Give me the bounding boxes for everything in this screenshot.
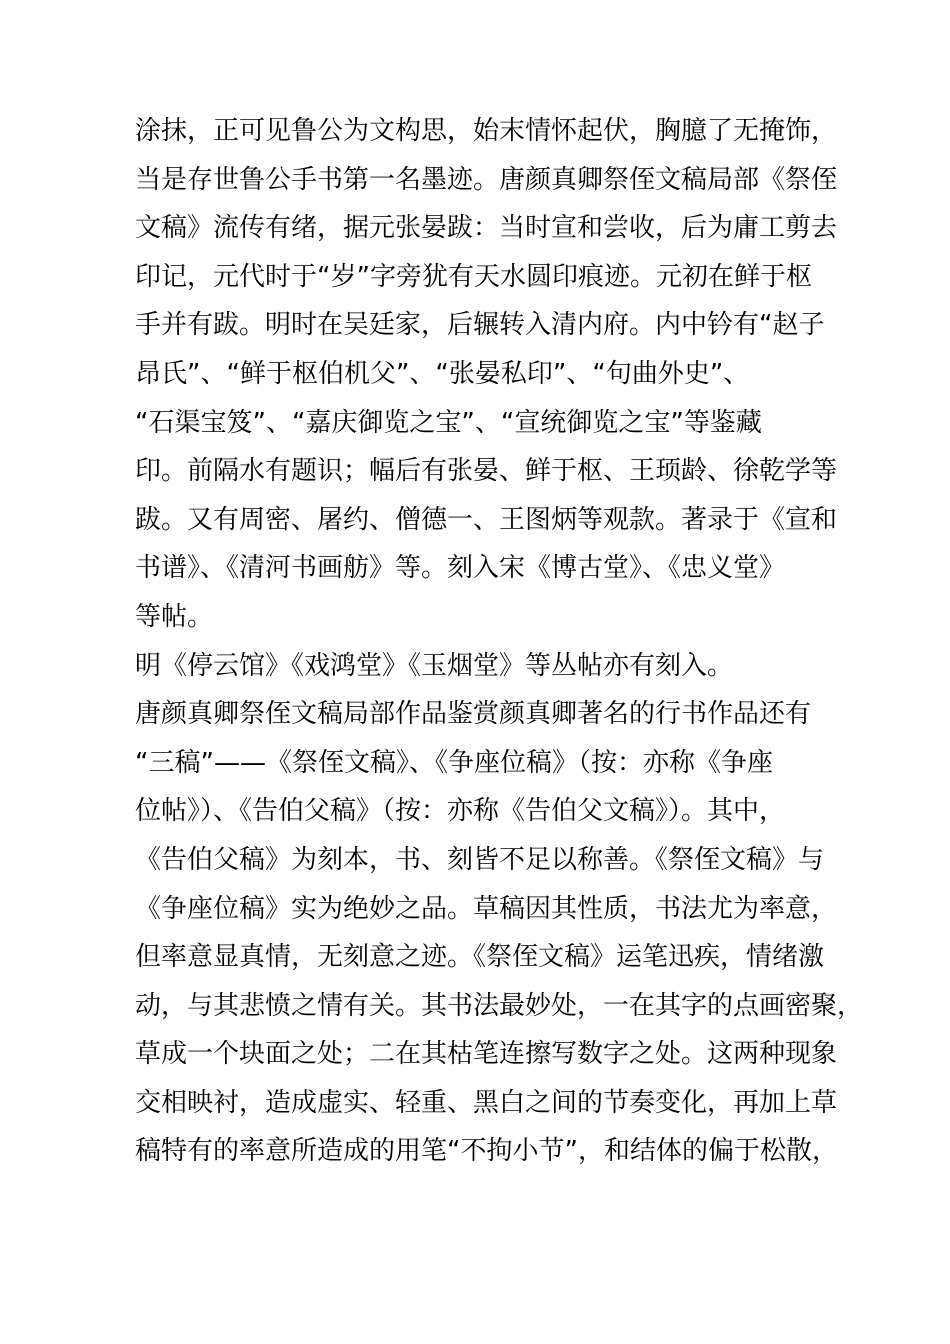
text-line: 明《停云馆》《戏鸿堂》《玉烟堂》等丛帖亦有刻入。 [135,650,734,681]
text-line: “三稿”——《祭侄文稿》、《争座位稿》（按：亦称《争座 [135,747,773,778]
text-line: 草成一个块面之处；二在其枯笔连擦写数字之处。这两种现象 [135,1039,838,1070]
text-line: 涂抹，正可见鲁公为文构思，始末情怀起伏，胸臆了无掩饰， [135,116,838,146]
text-line: 昂氏”、“鲜于枢伯机父”、“张晏私印”、“句曲外史”、 [135,358,750,389]
text-line: 交相映衬，造成虚实、轻重、黑白之间的节奏变化，再加上草 [135,1087,838,1118]
text-line: 当是存世鲁公手书第一名墨迹。唐颜真卿祭侄文稿局部《祭侄 [135,164,838,195]
text-line: 稿特有的率意所造成的用笔“不拘小节”，和结体的偏于松散， [135,1136,838,1167]
body-text [135,107,864,1176]
text-line: 《告伯父稿》为刻本，书、刻皆不足以称善。《祭侄文稿》与 [135,844,825,875]
text-line: 印记，元代时于“岁”字旁犹有天水圆印痕迹。元初在鲜于枢 [135,261,812,292]
text-line: 《争座位稿》实为绝妙之品。草稿因其性质，书法尤为率意， [135,893,838,924]
text-line: 唐颜真卿祭侄文稿局部作品鉴赏颜真卿著名的行书作品还有 [135,699,812,730]
text-line: 但率意显真情，无刻意之迹。《祭侄文稿》运笔迅疾，情绪激 [135,942,825,973]
text-line: 动，与其悲愤之情有关。其书法最妙处，一在其字的点画密聚， [135,990,864,1021]
text-line: 跋。又有周密、屠约、僧德一、王图炳等观款。著录于《宣和 [135,504,838,535]
text-line: 手并有跋。明时在吴廷家，后辗转入清内府。内中钤有“赵子 [135,310,825,341]
text-line: 位帖》）、《告伯父稿》（按：亦称《告伯父文稿》）。其中， [135,796,786,827]
text-line: 文稿》流传有绪，据元张晏跋：当时宣和尝收，后为庸工剪去 [135,213,838,244]
text-line: 等帖。 [135,601,214,632]
text-line: 印。前隔水有题识；幅后有张晏、鲜于枢、王顼龄、徐乾学等 [135,456,838,487]
text-line: “石渠宝笈”、“嘉庆御览之宝”、“宣统御览之宝”等鉴藏 [135,407,762,438]
text-line: 书谱》、《清河书画舫》等。刻入宋《博古堂》、《忠义堂》 [135,553,786,584]
